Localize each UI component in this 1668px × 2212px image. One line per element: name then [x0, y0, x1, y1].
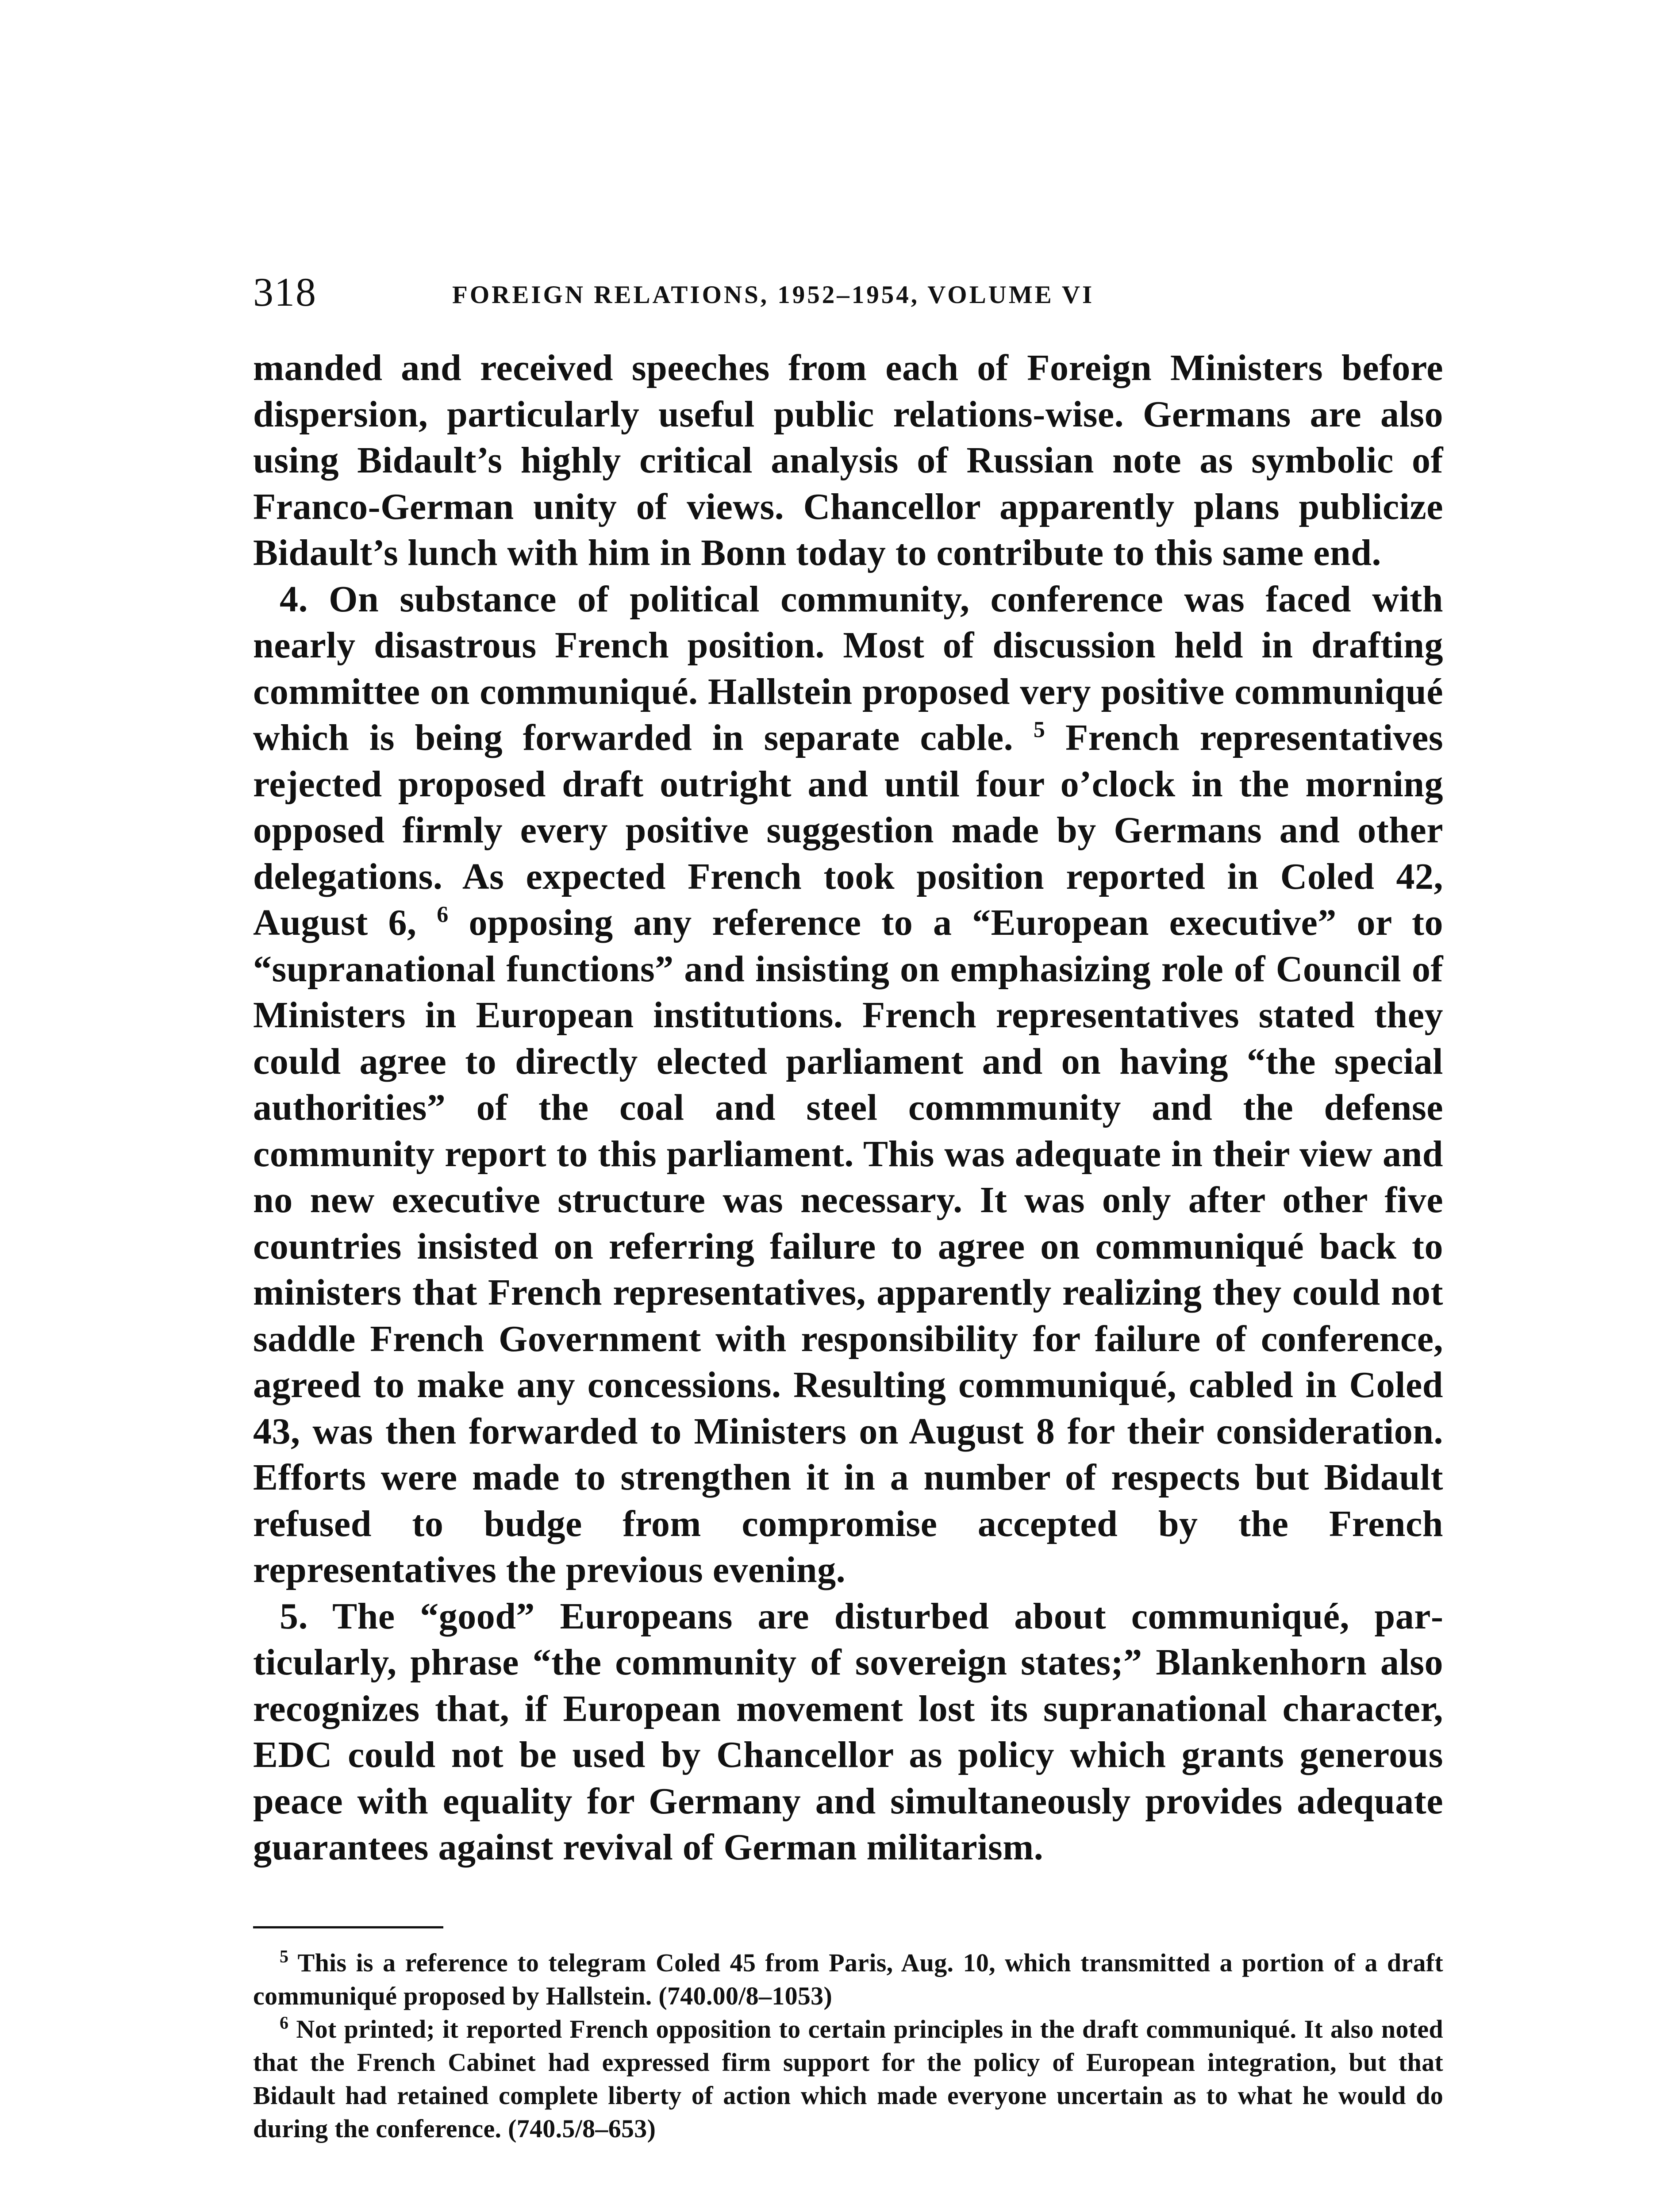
document-page: [253, 270, 1443, 2145]
footnote-ref-6: 6: [437, 902, 449, 927]
paragraph-text: 4. On substance of political community, conference was faced with nearly disastrous French position. Most of discussion held in drafting committee on communiqué. Hallstein proposed very positive communiqué which is being forwarded in separate cable.: [253, 578, 1443, 758]
footnote-divider: [253, 1926, 443, 1928]
footnote-text: Not printed; it reported French opposition to certain principles in the draft communiqué. It also noted that the French Cabinet had expressed firm support for the policy of European integration, but that Bidault had retained complete liberty of action which made everyone uncertain as to what he would do during the conference. (740.5/8–653): [253, 2014, 1443, 2143]
paragraph-text: opposing any reference to a “European executive” or to “supranational functions” and insisting on emphasizing role of Council of Ministers in European institutions. French representatives stated they could agree to directly elected parliament and on having “the special authorities” of the coal and steel commmunity and the defense community report to this parliament. This was adequate in their view and no new executive structure was necessary. It was only after other five countries insisted on referring failure to agree on communiqué back to ministers that French representatives, apparently realizing they could not saddle French Government with responsibility for failure of conference, agreed to make any concessions. Resulting communiqué, cabled in Coled 43, was then forwarded to Ministers on August 8 for their consideration. Efforts were made to strengthen it in a number of respects but Bidault refused to budge from compromise accepted by the French representatives the previous evening.: [253, 902, 1444, 1590]
footnote-ref-5: 5: [1033, 717, 1045, 742]
footnote-6: [253, 2012, 1443, 2145]
footnote-marker: 6: [280, 2012, 289, 2033]
paragraph-item-5: 5. The “good” Europeans are disturbed about communiqué, particularly, phrase “the community of sovereign states;” Blankenhorn also recognizes that, if European movement lost its supranational character, EDC could not be used by Chancellor as policy which grants generous peace with equality for Germany and simultaneously provides adequate guarantees against revival of German militarism.: [253, 1595, 1443, 1868]
running-title: FOREIGN RELATIONS, 1952–1954, VOLUME VI: [452, 281, 1095, 309]
paragraph-item-4: [253, 576, 1443, 1594]
page-number: 318: [253, 269, 317, 315]
paragraph-continued: manded and received speeches from each of Foreign Ministers before dispersion, particularly useful public relations-wise. Germans are also using Bidault’s highly critical analysis of Russian note as symbolic of Franco-German unity of views. Chancellor apparently plans publicize Bidault’s lunch with him in Bonn today to contribute to this same end.: [253, 347, 1443, 573]
running-head: [253, 270, 1443, 345]
paragraph-text: French representatives rejected proposed draft outright and until four o’clock in the morning opposed firmly every positive suggestion made by Germans and other delegations. As expected French took position reported in Coled 42, August 6,: [253, 717, 1444, 943]
body-text: [253, 345, 1443, 1871]
footnotes: [253, 1946, 1443, 2145]
footnote-text: This is a reference to telegram Coled 45 from Paris, Aug. 10, which transmitted a portion of a draft communiqué proposed by Hallstein. (740.00/8–1053): [253, 1948, 1443, 2010]
footnote-marker: 5: [280, 1946, 289, 1966]
footnote-5: [253, 1946, 1443, 2012]
